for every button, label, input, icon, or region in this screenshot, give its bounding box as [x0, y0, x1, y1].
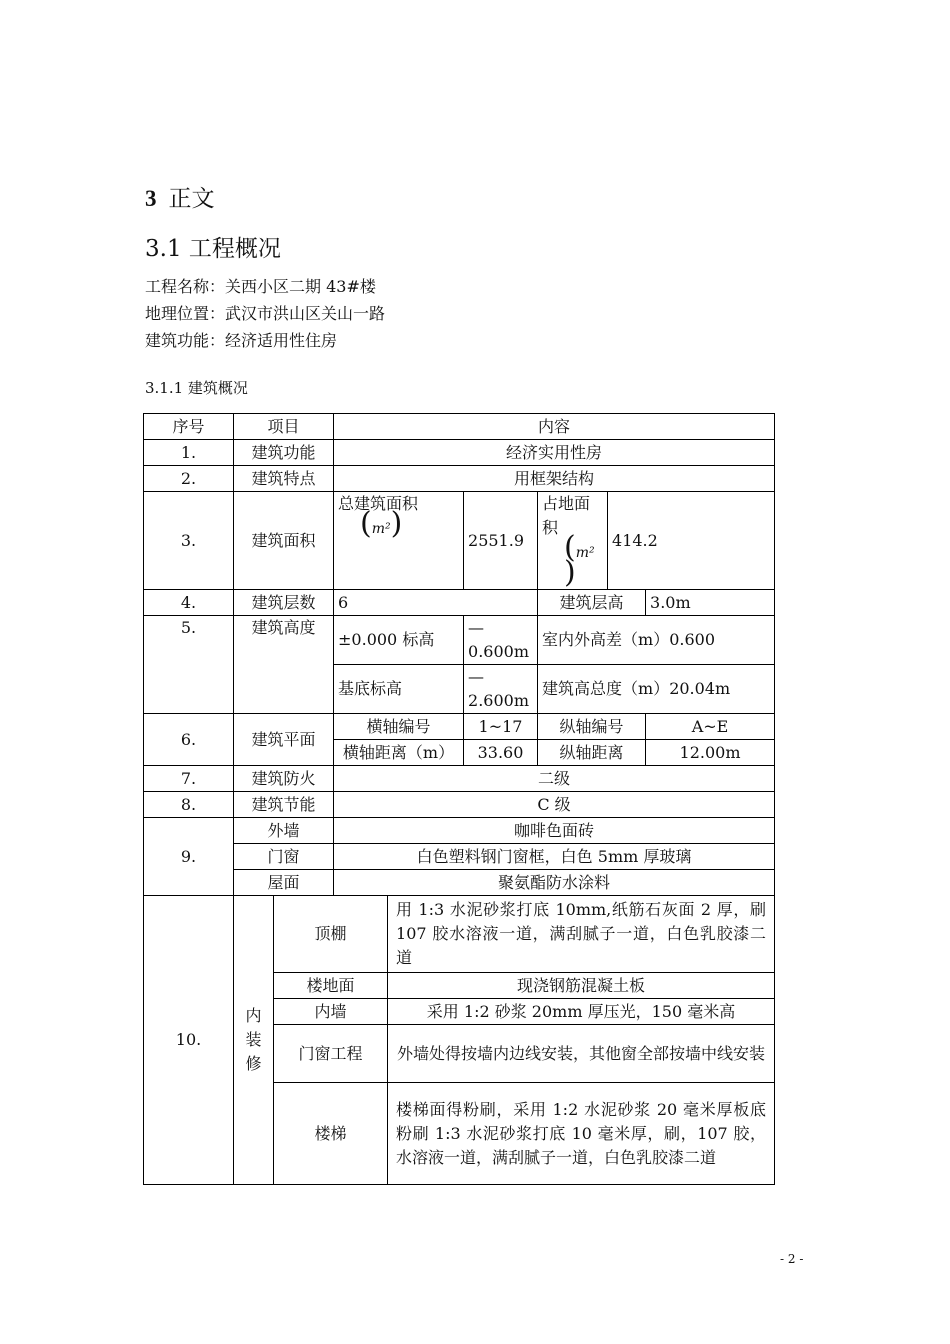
table-row: 4. 建筑层数 6 建筑层高 3.0m: [144, 590, 775, 616]
table-row: 6. 建筑平面 横轴编号 1~17 纵轴编号 A~E: [144, 714, 775, 740]
table-row: 9. 外墙 咖啡色面砖: [144, 818, 775, 844]
table-row: 横轴距离（m） 33.60 纵轴距离 12.00m: [144, 740, 775, 766]
section-heading: 3 正文: [145, 186, 215, 212]
table-row: 楼梯 楼梯面得粉刷，采用 1:2 水泥砂浆 20 毫米厚板底粉刷 1:3 水泥砂浆打底 10 毫米厚，刷，107 胶，水溶液一道，满刮腻子一道，白色乳胶漆二道: [144, 1083, 775, 1185]
table-row: 基底标高 —2.600m 建筑高总度（m）20.04m: [144, 665, 775, 714]
table-row: 1. 建筑功能 经济实用性房: [144, 440, 775, 466]
table-row: 10. 内装修 顶棚 用 1:3 水泥砂浆打底 10mm,纸筋石灰面 2 厚，刷 107 胶水溶液一道，满刮腻子一道，白色乳胶漆二道: [144, 896, 775, 973]
table-row: 5. 建筑高度 ±0.000 标高 —0.600m 室内外高差（m）0.600: [144, 616, 775, 665]
area-unit: m²: [371, 521, 391, 537]
total-area-label-cell: 总建筑面积 (m²): [334, 492, 464, 590]
project-function: 建筑功能：经济适用性住房: [145, 331, 338, 350]
table-row: 8. 建筑节能 C 级: [144, 792, 775, 818]
land-area-value: 414.2: [608, 492, 775, 590]
table-row: 7. 建筑防火 二级: [144, 766, 775, 792]
table-row: 门窗工程 外墙处得按墙内边线安装，其他窗全部按墙中线安装: [144, 1025, 775, 1083]
project-location: 地理位置：武汉市洪山区关山一路: [145, 304, 386, 323]
interior-decoration-label: 内装修: [234, 896, 274, 1185]
table-header-row: [144, 414, 775, 440]
header-item: 项目: [234, 414, 334, 440]
table-row: 2. 建筑特点 用框架结构: [144, 466, 775, 492]
header-no: 序号: [144, 414, 234, 440]
table-row: 屋面 聚氨酯防水涂料: [144, 870, 775, 896]
building-overview-table: [143, 413, 775, 1185]
table-row: 楼地面 现浇钢筋混凝土板: [144, 973, 775, 999]
subsection-heading: 3.1 工程概况: [145, 236, 281, 262]
table-row: 内墙 采用 1:2 砂浆 20mm 厚压光，150 毫米高: [144, 999, 775, 1025]
table-heading: 3.1.1 建筑概况: [145, 379, 248, 397]
page-number: - 2 -: [780, 1252, 804, 1266]
total-area-value: 2551.9: [464, 492, 538, 590]
land-area-label-cell: 占地面积 (m²): [538, 492, 608, 590]
header-content: 内容: [334, 414, 775, 440]
table-row: 3. 建筑面积 总建筑面积 (m²) 2551.9 占地面积 (m²) 414.2: [144, 492, 775, 590]
table-row: 门窗 白色塑料钢门窗框，白色 5mm 厚玻璃: [144, 844, 775, 870]
project-name: 工程名称：关西小区二期 43#楼: [145, 277, 376, 296]
